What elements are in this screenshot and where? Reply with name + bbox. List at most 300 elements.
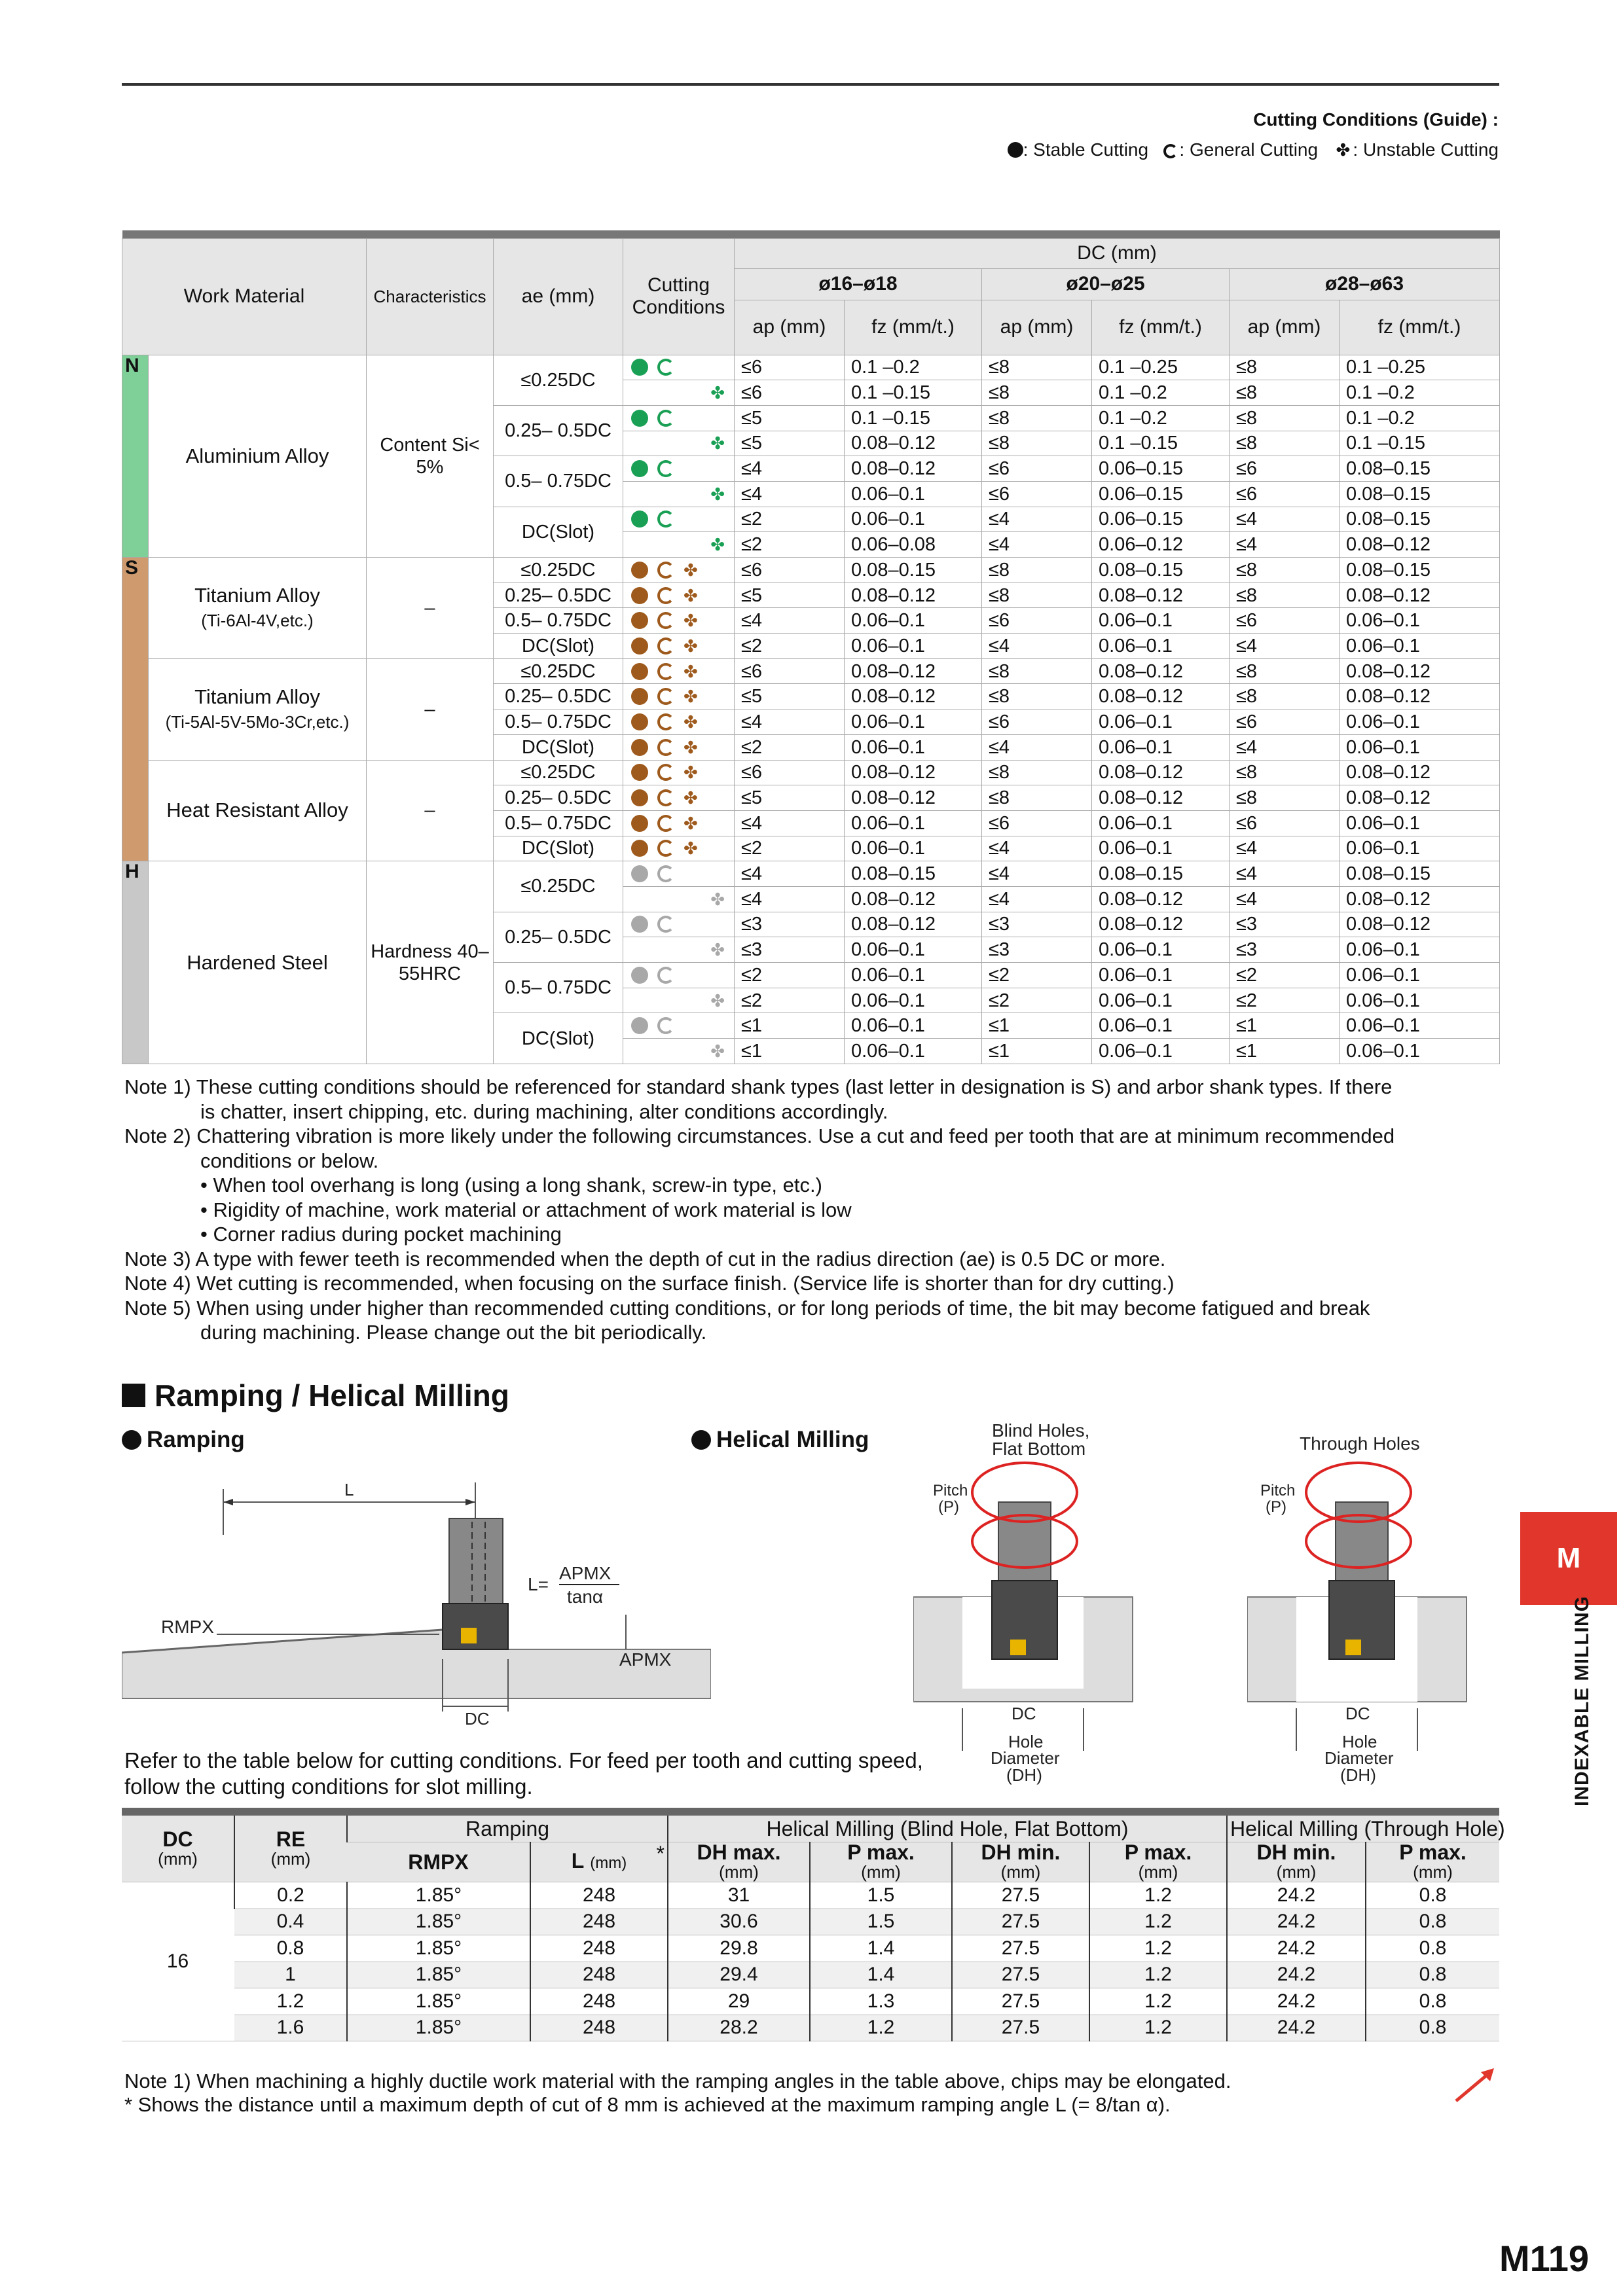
- ae-value: 0.5– 0.75DC: [494, 963, 623, 1013]
- general-half-dot-icon: [657, 739, 674, 756]
- stable-dot-icon: [631, 713, 648, 730]
- header-characteristics: Characteristics: [367, 238, 494, 355]
- header-dc: DC: [162, 1827, 193, 1851]
- cutting-condition-symbols: [623, 507, 735, 532]
- header-fz: fz (mm/t.): [1092, 300, 1230, 355]
- blind-dh-min: 27.5: [952, 1988, 1089, 2015]
- general-half-dot-icon: [657, 663, 674, 680]
- fz-value: 0.06–0.1: [845, 709, 982, 735]
- stable-dot-icon: [631, 815, 648, 832]
- through-p-max: 0.8: [1366, 1882, 1499, 1909]
- cutting-condition-symbols: [623, 456, 735, 482]
- through-dh-min: 24.2: [1227, 1988, 1366, 2015]
- fz-value: 0.06–0.1: [1340, 963, 1500, 988]
- ap-value: ≤1: [1230, 1013, 1340, 1039]
- ae-value: 0.5– 0.75DC: [494, 456, 623, 507]
- general-half-dot-icon: [657, 359, 674, 376]
- fig-flat: Flat Bottom: [992, 1439, 1086, 1459]
- fz-value: 0.08–0.12: [1340, 886, 1500, 912]
- condition-row: [122, 760, 1500, 785]
- ae-value: ≤0.25DC: [494, 760, 623, 785]
- header-re: RE: [276, 1827, 306, 1851]
- ae-value: 0.25– 0.5DC: [494, 912, 623, 962]
- ramp-table-row: [122, 1988, 1499, 2015]
- header-range-20-25: ø20–ø25: [982, 268, 1230, 300]
- ramp-table-row: [122, 1962, 1499, 1988]
- ap-value: ≤2: [735, 734, 845, 760]
- general-half-dot-icon: [657, 967, 674, 984]
- blind-dh-min: 27.5: [952, 2015, 1089, 2041]
- material-subname: (Ti-5Al-5V-5Mo-3Cr,etc.): [165, 711, 350, 732]
- ap-value: ≤8: [1230, 684, 1340, 709]
- note-line: conditions or below.: [200, 1149, 379, 1172]
- fz-value: 0.06–0.1: [845, 937, 982, 963]
- blind-p-max: 1.5: [810, 1882, 952, 1909]
- through-p-max: 0.8: [1366, 1909, 1499, 1935]
- ap-value: ≤5: [735, 684, 845, 709]
- rmpx-value: 1.85°: [347, 1988, 530, 2015]
- material-name: [149, 558, 367, 659]
- fz-value: 0.06–0.1: [845, 963, 982, 988]
- stable-dot-icon: [631, 688, 648, 705]
- blind-p-max-2: 1.2: [1089, 1962, 1227, 1988]
- bullet-icon: [691, 1430, 711, 1450]
- header-helical-through: Helical Milling (Through Hole): [1227, 1816, 1499, 1842]
- fig-dc: DC: [1012, 1704, 1036, 1723]
- fz-value: 0.1 –0.25: [1340, 355, 1500, 380]
- fz-value: 0.06–0.1: [1340, 836, 1500, 861]
- ap-value: ≤4: [1230, 861, 1340, 887]
- unstable-clover-icon: ✤: [710, 940, 725, 960]
- section-tab[interactable]: M: [1520, 1512, 1617, 1605]
- rmpx-value: 1.85°: [347, 2015, 530, 2041]
- through-p-max: 0.8: [1366, 1988, 1499, 2015]
- ae-value: 0.5– 0.75DC: [494, 810, 623, 836]
- fz-value: 0.1 –0.2: [1092, 405, 1230, 431]
- fz-value: 0.1 –0.15: [845, 405, 982, 431]
- blind-dh-max: 29.4: [668, 1962, 810, 1988]
- cutting-condition-symbols: [623, 963, 735, 988]
- fz-value: 0.08–0.12: [1340, 532, 1500, 558]
- unit-mm: (mm): [719, 1862, 759, 1882]
- blind-dh-min: 27.5: [952, 1935, 1089, 1962]
- blind-dh-min: 27.5: [952, 1909, 1089, 1935]
- fz-value: 0.08–0.12: [1092, 760, 1230, 785]
- ap-value: ≤1: [1230, 1039, 1340, 1064]
- unstable-clover-icon: ✤: [684, 661, 698, 681]
- header-p-max: P max.: [1124, 1840, 1192, 1864]
- fz-value: 0.08–0.12: [845, 658, 982, 684]
- general-half-dot-icon: [657, 764, 674, 781]
- fz-value: 0.06–0.1: [845, 836, 982, 861]
- fz-value: 0.06–0.1: [1340, 634, 1500, 659]
- ap-value: ≤4: [1230, 634, 1340, 659]
- ae-value: ≤0.25DC: [494, 355, 623, 405]
- bottom-notes: [124, 2070, 1231, 2117]
- fz-value: 0.06–0.15: [1092, 507, 1230, 532]
- ap-value: ≤5: [735, 583, 845, 608]
- header-ae: ae (mm): [494, 238, 623, 355]
- helical-blind-hole-diagram: [913, 1417, 1136, 1797]
- ap-value: ≤4: [735, 709, 845, 735]
- ae-value: 0.25– 0.5DC: [494, 785, 623, 811]
- ap-value: ≤4: [1230, 734, 1340, 760]
- header-dh-max: DH max.: [697, 1840, 781, 1864]
- fz-value: 0.06–0.1: [1092, 1039, 1230, 1064]
- re-value: 1: [234, 1962, 347, 1988]
- characteristics: –: [367, 658, 494, 760]
- ap-value: ≤2: [982, 988, 1092, 1013]
- ap-value: ≤4: [735, 456, 845, 482]
- note-line: • When tool overhang is long (using a long shank, screw-in type, etc.): [200, 1174, 822, 1196]
- stable-dot-icon: [631, 764, 648, 781]
- header-fz: fz (mm/t.): [1340, 300, 1500, 355]
- fig-dh: (DH): [1340, 1765, 1376, 1785]
- fz-value: 0.06–0.1: [1340, 1013, 1500, 1039]
- ramping-diagram: [122, 1463, 711, 1744]
- cutting-conditions-legend: [1008, 105, 1499, 165]
- top-rule: [122, 83, 1499, 86]
- ap-value: ≤3: [982, 912, 1092, 937]
- cutting-condition-symbols: [623, 583, 735, 608]
- ap-value: ≤2: [735, 507, 845, 532]
- stable-dot-icon: [631, 1017, 648, 1034]
- ap-value: ≤3: [1230, 912, 1340, 937]
- fz-value: 0.06–0.1: [1340, 709, 1500, 735]
- ap-value: ≤8: [1230, 583, 1340, 608]
- ae-value: DC(Slot): [494, 634, 623, 659]
- cutting-condition-symbols: [623, 988, 735, 1013]
- condition-row: [122, 861, 1500, 887]
- re-value: 0.2: [234, 1882, 347, 1909]
- material-group-code: H: [122, 861, 149, 1064]
- l-value: 248: [530, 1962, 668, 1988]
- general-half-dot-icon: [657, 562, 674, 579]
- ap-value: ≤2: [735, 532, 845, 558]
- fig-through: Through Holes: [1300, 1433, 1420, 1454]
- condition-row: [122, 355, 1500, 380]
- cutting-condition-symbols: [623, 608, 735, 634]
- fz-value: 0.08–0.12: [845, 583, 982, 608]
- fig-tan: tanα: [567, 1587, 604, 1607]
- general-half-dot-icon: [657, 460, 674, 477]
- through-p-max: 0.8: [1366, 1935, 1499, 1962]
- fz-value: 0.06–0.1: [1092, 608, 1230, 634]
- stable-dot-icon: [631, 967, 648, 984]
- note-line: Note 1) These cutting conditions should be referenced for standard shank types (last letter in designation is S) and arbor shank types. If there: [124, 1075, 1393, 1098]
- ap-value: ≤4: [735, 861, 845, 887]
- ap-value: ≤2: [735, 836, 845, 861]
- fz-value: 0.08–0.12: [1092, 886, 1230, 912]
- cutting-condition-symbols: [623, 684, 735, 709]
- fz-value: 0.08–0.15: [1340, 456, 1500, 482]
- ap-value: ≤6: [1230, 481, 1340, 507]
- through-dh-min: 24.2: [1227, 1962, 1366, 1988]
- fig-l-eq: L=: [528, 1574, 549, 1594]
- rmpx-value: 1.85°: [347, 1882, 530, 1909]
- cutting-condition-symbols: [623, 836, 735, 861]
- material-name-text: Titanium Alloy: [194, 685, 320, 708]
- cutting-condition-symbols: [623, 912, 735, 937]
- fz-value: 0.06–0.1: [1340, 1039, 1500, 1064]
- page-number: M119: [1499, 2238, 1589, 2279]
- general-half-dot-icon: [657, 410, 674, 427]
- material-subname: (Ti-6Al-4V,etc.): [201, 610, 314, 630]
- fz-value: 0.08–0.12: [1092, 684, 1230, 709]
- ap-value: ≤4: [982, 886, 1092, 912]
- ap-value: ≤6: [982, 481, 1092, 507]
- unstable-clover-icon: ✤: [710, 383, 725, 403]
- l-value: 248: [530, 1935, 668, 1962]
- helical-label: Helical Milling: [716, 1427, 869, 1452]
- material-name: [149, 658, 367, 760]
- header-fz: fz (mm/t.): [845, 300, 982, 355]
- fz-value: 0.08–0.12: [845, 431, 982, 456]
- ap-value: ≤6: [1230, 608, 1340, 634]
- bullet-icon: [122, 1430, 141, 1450]
- blind-p-max: 1.2: [810, 2015, 952, 2041]
- header-ramping: Ramping: [347, 1816, 668, 1842]
- fz-value: 0.08–0.12: [1340, 785, 1500, 811]
- star-marker: *: [656, 1842, 665, 1865]
- fig-diameter: Diameter: [1324, 1748, 1394, 1768]
- fz-value: 0.1 –0.15: [845, 380, 982, 406]
- note-line: • Corner radius during pocket machining: [200, 1223, 562, 1246]
- fig-p: (P): [1266, 1498, 1286, 1516]
- fz-value: 0.06–0.1: [1340, 608, 1500, 634]
- ae-value: ≤0.25DC: [494, 658, 623, 684]
- fz-value: 0.08–0.12: [1092, 658, 1230, 684]
- cutting-condition-symbols: [623, 861, 735, 887]
- ap-value: ≤4: [735, 608, 845, 634]
- cutting-condition-symbols: [623, 937, 735, 963]
- general-half-dot-icon: [657, 587, 674, 604]
- unstable-clover-icon: ✤: [684, 585, 698, 605]
- section-title: Ramping / Helical Milling: [155, 1378, 509, 1412]
- l-value: 248: [530, 1882, 668, 1909]
- ae-value: ≤0.25DC: [494, 861, 623, 912]
- fz-value: 0.08–0.15: [1340, 861, 1500, 887]
- ap-value: ≤6: [735, 355, 845, 380]
- fz-value: 0.1 –0.15: [1340, 431, 1500, 456]
- ap-value: ≤1: [735, 1013, 845, 1039]
- cutting-condition-symbols: [623, 1013, 735, 1039]
- stable-dot-icon: [631, 739, 648, 756]
- header-cutting-conditions: Cutting Conditions: [623, 238, 735, 355]
- legend-title: Cutting Conditions (Guide) :: [1253, 109, 1499, 130]
- stable-dot-icon: [631, 562, 648, 579]
- ramp-table-row: [122, 1909, 1499, 1935]
- ap-value: ≤6: [735, 658, 845, 684]
- ramping-label: Ramping: [147, 1427, 245, 1452]
- blind-p-max-2: 1.2: [1089, 1935, 1227, 1962]
- ap-value: ≤4: [1230, 532, 1340, 558]
- side-label: [1571, 1596, 1597, 1820]
- fz-value: 0.06–0.1: [845, 734, 982, 760]
- fz-value: 0.08–0.15: [1092, 558, 1230, 583]
- ap-value: ≤8: [1230, 355, 1340, 380]
- ap-value: ≤3: [735, 937, 845, 963]
- through-p-max: 0.8: [1366, 2015, 1499, 2041]
- ap-value: ≤2: [1230, 988, 1340, 1013]
- cutting-condition-symbols: [623, 760, 735, 785]
- blind-p-max-2: 1.2: [1089, 2015, 1227, 2041]
- fz-value: 0.06–0.1: [1092, 836, 1230, 861]
- fz-value: 0.1 –0.2: [1340, 380, 1500, 406]
- l-value: 248: [530, 2015, 668, 2041]
- unit-mm: (mm): [1276, 1862, 1317, 1882]
- ramping-helical-table: [122, 1808, 1505, 2041]
- rmpx-value: 1.85°: [347, 1935, 530, 1962]
- cutting-condition-symbols: [623, 431, 735, 456]
- fz-value: 0.1 –0.2: [1340, 405, 1500, 431]
- general-half-dot-icon: [657, 1017, 674, 1034]
- fz-value: 0.06–0.08: [845, 532, 982, 558]
- fz-value: 0.1 –0.2: [845, 355, 982, 380]
- fz-value: 0.08–0.12: [1092, 912, 1230, 937]
- stable-dot-icon: [631, 840, 648, 857]
- through-dh-min: 24.2: [1227, 2015, 1366, 2041]
- ap-value: ≤8: [982, 405, 1092, 431]
- ramp-table-row: [122, 1882, 1499, 1909]
- fz-value: 0.1 –0.25: [1092, 355, 1230, 380]
- fz-value: 0.06–0.1: [1340, 810, 1500, 836]
- ap-value: ≤5: [735, 785, 845, 811]
- fig-apmx: APMX: [559, 1563, 611, 1583]
- unstable-clover-icon: ✤: [684, 687, 698, 707]
- stable-dot-icon: [1008, 142, 1023, 158]
- stable-dot-icon: [631, 637, 648, 655]
- material-name-text: Titanium Alloy: [194, 583, 320, 607]
- material-name-text: Heat Resistant Alloy: [166, 798, 348, 822]
- characteristics: –: [367, 558, 494, 659]
- fig-hole: Hole: [1008, 1732, 1044, 1751]
- fz-value: 0.06–0.1: [845, 608, 982, 634]
- square-bullet-icon: [122, 1384, 145, 1407]
- re-value: 1.6: [234, 2015, 347, 2041]
- fig-diameter: Diameter: [991, 1748, 1060, 1768]
- ap-value: ≤8: [982, 431, 1092, 456]
- ae-value: 0.25– 0.5DC: [494, 405, 623, 456]
- stable-dot-icon: [631, 663, 648, 680]
- fz-value: 0.08–0.12: [1340, 912, 1500, 937]
- fz-value: 0.06–0.1: [1092, 1013, 1230, 1039]
- ap-value: ≤8: [982, 658, 1092, 684]
- stable-dot-icon: [631, 789, 648, 806]
- material-name: [149, 355, 367, 558]
- ap-value: ≤6: [1230, 810, 1340, 836]
- ap-value: ≤4: [1230, 886, 1340, 912]
- general-half-dot-icon: [657, 815, 674, 832]
- ap-value: ≤2: [982, 963, 1092, 988]
- header-helical-blind: Helical Milling (Blind Hole, Flat Bottom): [668, 1816, 1227, 1842]
- cutting-condition-symbols: [623, 405, 735, 431]
- fz-value: 0.06–0.12: [1092, 532, 1230, 558]
- note-line: during machining. Please change out the bit periodically.: [200, 1321, 707, 1344]
- unit-mm: (mm): [1138, 1862, 1178, 1882]
- header-p-max: P max.: [1399, 1840, 1467, 1864]
- note-line: Note 5) When using under higher than recommended cutting conditions, or for long periods of time, the bit may become fatigued and break: [124, 1296, 1370, 1319]
- ap-value: ≤4: [735, 886, 845, 912]
- fz-value: 0.06–0.1: [845, 634, 982, 659]
- ap-value: ≤8: [982, 380, 1092, 406]
- ap-value: ≤8: [982, 785, 1092, 811]
- stable-dot-icon: [631, 865, 648, 882]
- ap-value: ≤1: [735, 1039, 845, 1064]
- header-dh-min: DH min.: [1256, 1840, 1336, 1864]
- fz-value: 0.06–0.1: [845, 481, 982, 507]
- section-heading: [122, 1378, 509, 1413]
- cutting-condition-symbols: [623, 355, 735, 380]
- ap-value: ≤4: [982, 634, 1092, 659]
- ap-value: ≤6: [982, 456, 1092, 482]
- unstable-clover-icon: ✤: [684, 788, 698, 808]
- cutting-condition-symbols: [623, 886, 735, 912]
- cutting-condition-symbols: [623, 658, 735, 684]
- fig-l: L: [344, 1480, 354, 1499]
- characteristics: Content Si< 5%: [367, 355, 494, 558]
- fz-value: 0.08–0.12: [845, 684, 982, 709]
- fig-pitch: Pitch: [1260, 1482, 1296, 1499]
- unstable-clover-icon: ✤: [684, 560, 698, 580]
- dc-value: 16: [122, 1882, 234, 2041]
- fz-value: 0.06–0.1: [1092, 963, 1230, 988]
- unstable-clover-icon: ✤: [710, 484, 725, 504]
- material-name-text: Aluminium Alloy: [185, 444, 329, 467]
- fig-rmpx: RMPX: [161, 1617, 214, 1637]
- fz-value: 0.06–0.1: [1092, 709, 1230, 735]
- blind-dh-max: 30.6: [668, 1909, 810, 1935]
- fz-value: 0.06–0.1: [845, 988, 982, 1013]
- through-p-max: 0.8: [1366, 1962, 1499, 1988]
- rmpx-value: 1.85°: [347, 1909, 530, 1935]
- through-dh-min: 24.2: [1227, 1935, 1366, 1962]
- ap-value: ≤4: [982, 861, 1092, 887]
- unstable-clover-icon: ✤: [684, 737, 698, 757]
- re-value: 1.2: [234, 1988, 347, 2015]
- side-label-text: INDEXABLE MILLING: [1571, 1596, 1593, 1806]
- fz-value: 0.08–0.12: [1092, 785, 1230, 811]
- ap-value: ≤8: [1230, 558, 1340, 583]
- fz-value: 0.06–0.15: [1092, 456, 1230, 482]
- note-line: Note 2) Chattering vibration is more likely under the following circumstances. Use a cut and feed per tooth that are at minimum recommended: [124, 1124, 1395, 1147]
- re-value: 0.8: [234, 1935, 347, 1962]
- stable-dot-icon: [631, 359, 648, 376]
- unstable-clover-icon: ✤: [710, 433, 725, 454]
- note-line: • Rigidity of machine, work material or attachment of work material is low: [200, 1198, 852, 1221]
- fz-value: 0.08–0.12: [845, 456, 982, 482]
- cutting-conditions-table: [122, 230, 1500, 1064]
- ap-value: ≤4: [1230, 507, 1340, 532]
- stable-dot-icon: [631, 410, 648, 427]
- ap-value: ≤8: [1230, 405, 1340, 431]
- unstable-clover-icon: ✤: [684, 611, 698, 631]
- ae-value: DC(Slot): [494, 1013, 623, 1064]
- fz-value: 0.06–0.1: [1092, 937, 1230, 963]
- unit-mm: (mm): [270, 1848, 311, 1869]
- header-range-16-18: ø16–ø18: [735, 268, 982, 300]
- ramping-heading: [122, 1427, 245, 1453]
- material-name: [149, 760, 367, 861]
- general-half-dot-icon: [1163, 144, 1178, 158]
- ap-value: ≤3: [982, 937, 1092, 963]
- fig-p: (P): [938, 1498, 959, 1516]
- fz-value: 0.08–0.12: [1340, 684, 1500, 709]
- fz-value: 0.08–0.15: [1092, 861, 1230, 887]
- ap-value: ≤2: [1230, 963, 1340, 988]
- ap-value: ≤8: [982, 760, 1092, 785]
- blind-p-max-2: 1.2: [1089, 1882, 1227, 1909]
